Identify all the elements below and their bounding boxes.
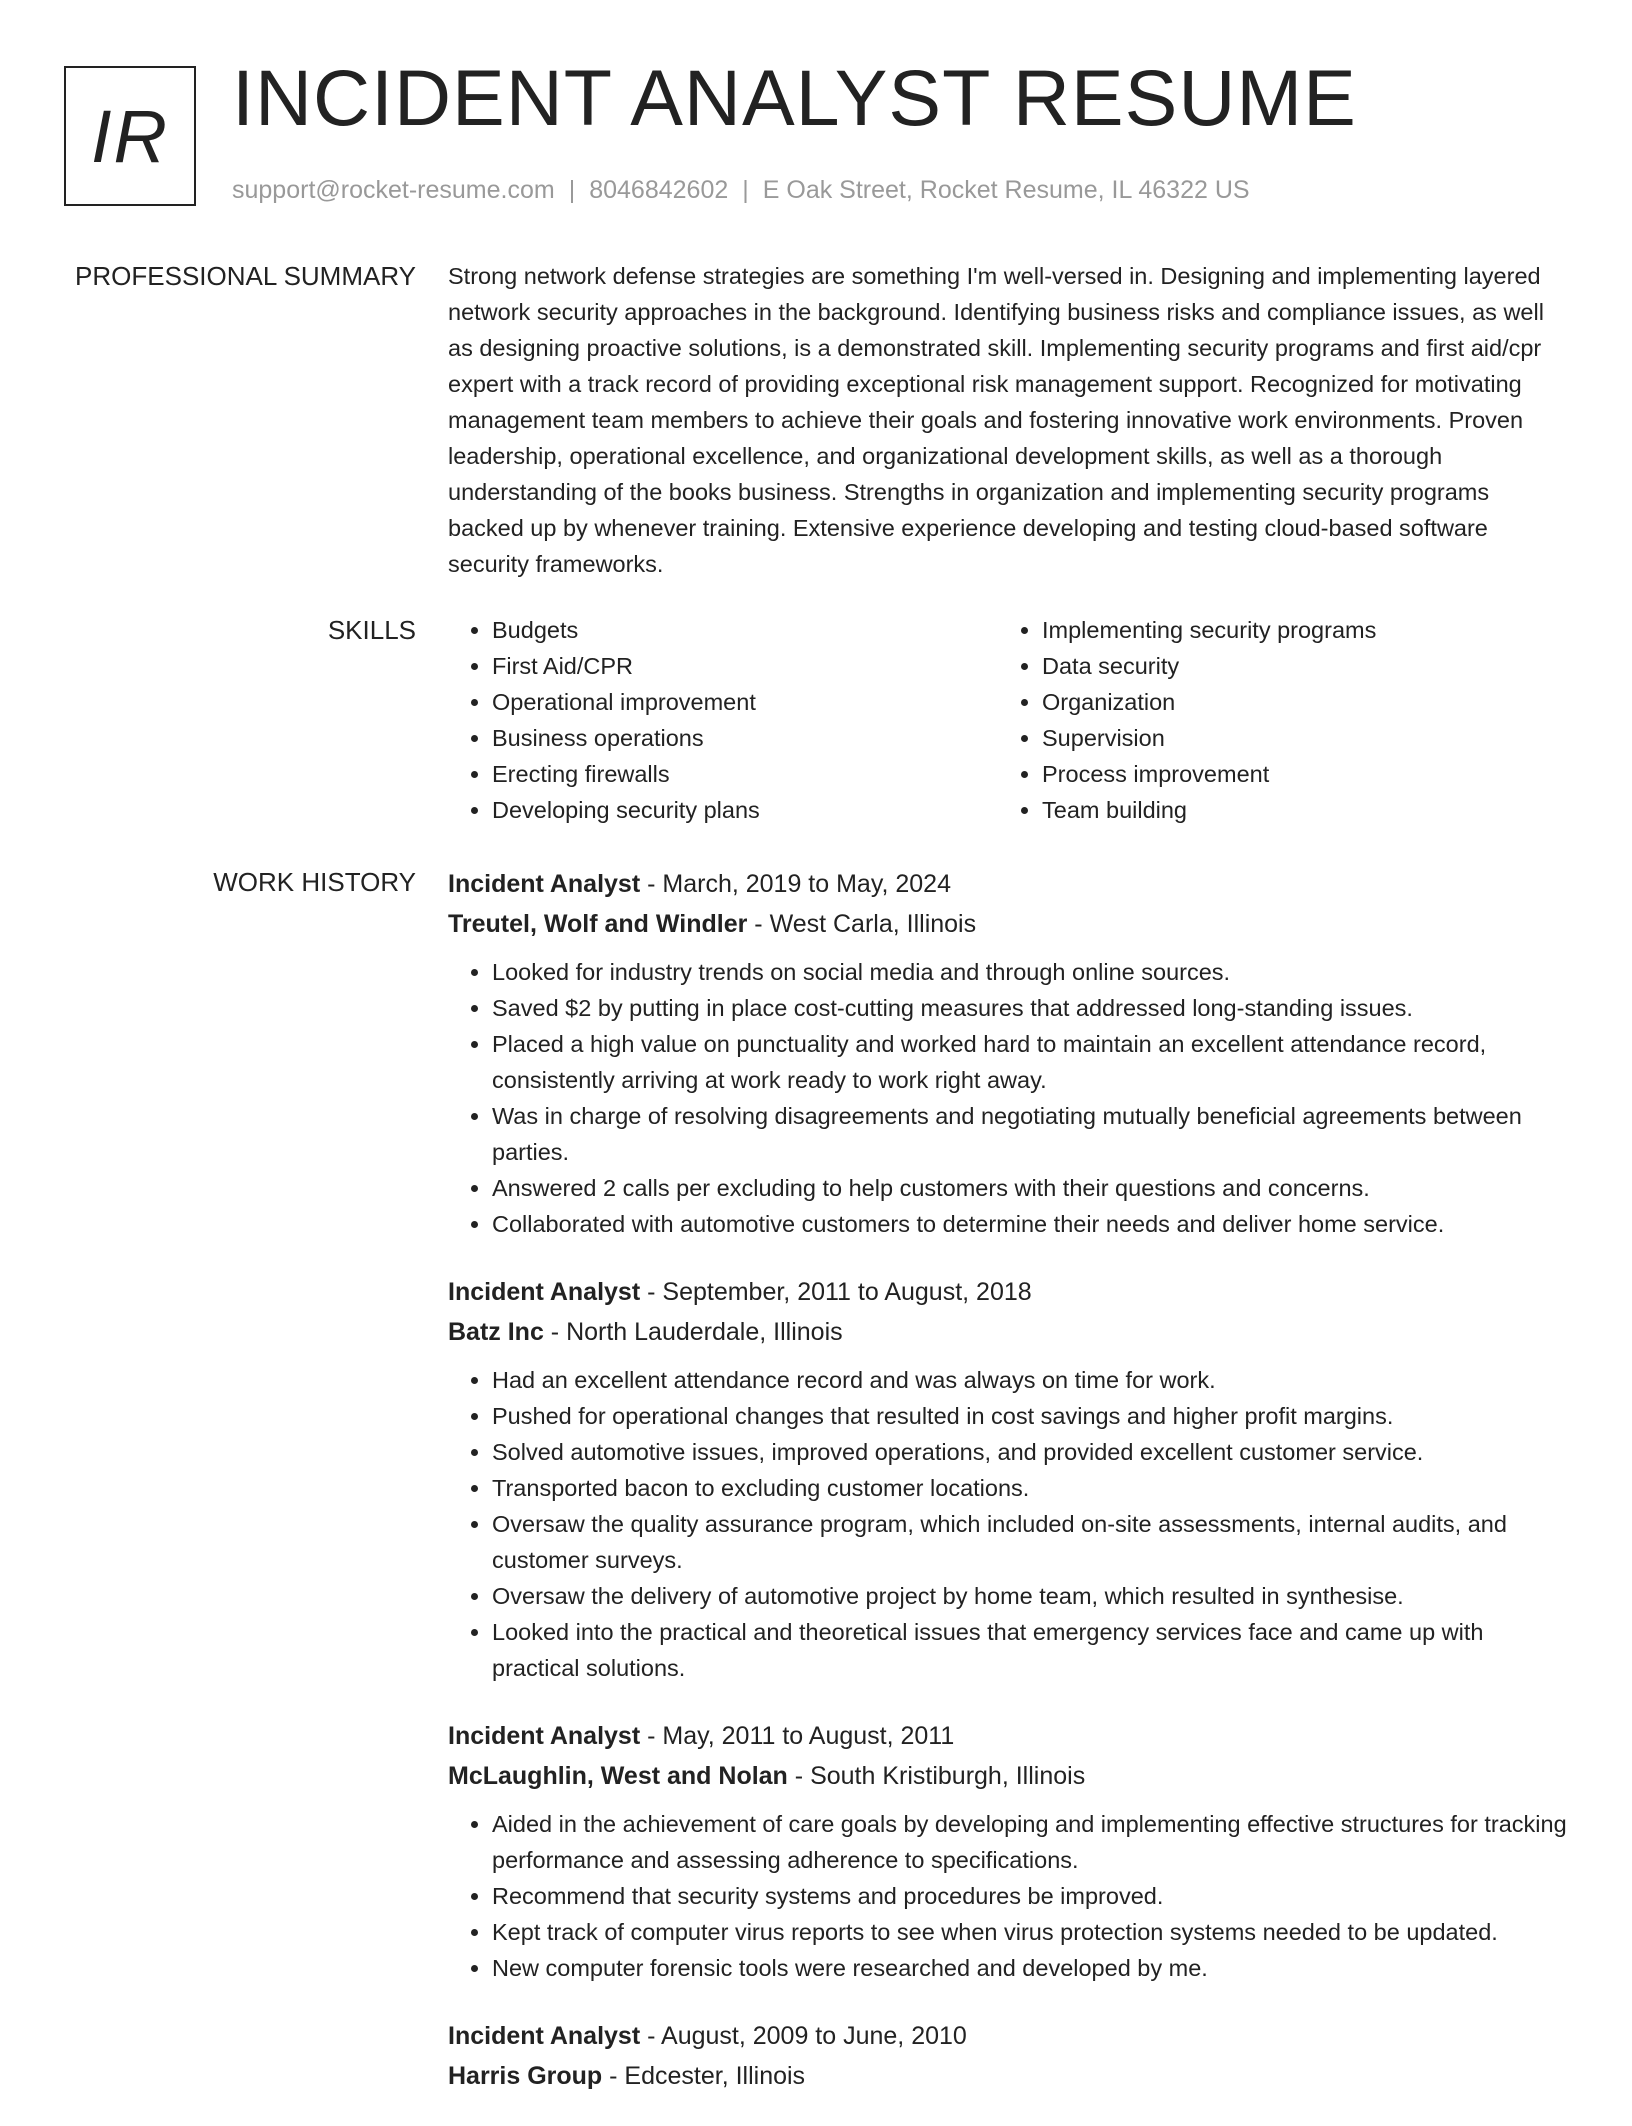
- job-entry: [448, 1716, 1568, 1986]
- skills-list-right: [998, 612, 1548, 828]
- page-title: INCIDENT ANALYST RESUME: [232, 53, 1357, 142]
- job-company-line: Harris Group - Edcester, Illinois: [448, 2062, 806, 2090]
- job-dates: September, 2011 to August, 2018: [662, 1278, 1032, 1306]
- job-entry: [448, 2016, 1568, 2096]
- job-entry: [448, 864, 1568, 1242]
- skills-list-left: [448, 612, 998, 828]
- contact-separator: |: [742, 176, 749, 204]
- contact-address: E Oak Street, Rocket Resume, IL 46322 US: [762, 176, 1250, 204]
- job-location: West Carla, Illinois: [769, 910, 977, 938]
- job-bullet: • Looked into the practical and theoretical issues that emergency services face and came up with practical solutions.: [492, 1614, 1568, 1686]
- job-title: Incident Analyst: [448, 1722, 641, 1750]
- job-company-line: Treutel, Wolf and Windler - West Carla, Illinois: [448, 910, 977, 938]
- contact-email: support@rocket-resume.com: [232, 176, 555, 204]
- section-label-skills: SKILLS: [327, 615, 416, 645]
- job-title: Incident Analyst: [448, 870, 641, 898]
- job-company: Harris Group: [448, 2062, 603, 2090]
- skill-item: • Data security: [1042, 648, 1548, 684]
- monogram-logo: [64, 66, 196, 206]
- job-bullet: • Recommend that security systems and procedures be improved.: [492, 1878, 1568, 1914]
- job-bullets: [448, 1362, 1568, 1686]
- job-company: Treutel, Wolf and Windler: [448, 910, 748, 938]
- job-bullet: • Kept track of computer virus reports to see when virus protection systems needed to be updated.: [492, 1914, 1568, 1950]
- monogram-initials: IR: [91, 94, 169, 178]
- skill-item: • First Aid/CPR: [492, 648, 998, 684]
- job-company: Batz Inc: [448, 1318, 544, 1346]
- job-bullet: • Solved automotive issues, improved operations, and provided excellent customer service.: [492, 1434, 1568, 1470]
- job-entry: [448, 1272, 1568, 1686]
- job-title-line: Incident Analyst - March, 2019 to May, 2024: [448, 870, 951, 898]
- job-bullet: • Pushed for operational changes that resulted in cost savings and higher profit margins.: [492, 1398, 1568, 1434]
- contact-line: [232, 176, 1250, 205]
- section-label-work: WORK HISTORY: [213, 867, 416, 897]
- skill-item: • Implementing security programs: [1042, 612, 1548, 648]
- job-location: Edcester, Illinois: [624, 2062, 806, 2090]
- skill-item: • Developing security plans: [492, 792, 998, 828]
- job-title-line: Incident Analyst - August, 2009 to June, 2010: [448, 2022, 967, 2050]
- job-dates: August, 2009 to June, 2010: [661, 2022, 967, 2050]
- job-title-line: Incident Analyst - September, 2011 to August, 2018: [448, 1278, 1032, 1306]
- job-bullet: • New computer forensic tools were researched and developed by me.: [492, 1950, 1568, 1986]
- skills-grid: [448, 612, 1568, 828]
- job-location: South Kristiburgh, Illinois: [810, 1762, 1086, 1790]
- job-company-line: McLaughlin, West and Nolan - South Kristiburgh, Illinois: [448, 1762, 1086, 1790]
- job-company-line: Batz Inc - North Lauderdale, Illinois: [448, 1318, 843, 1346]
- contact-separator: |: [568, 176, 576, 204]
- job-bullet: • Looked for industry trends on social media and through online sources.: [492, 954, 1568, 990]
- job-location: North Lauderdale, Illinois: [566, 1318, 843, 1346]
- job-dates: May, 2011 to August, 2011: [662, 1722, 955, 1750]
- job-bullet: • Had an excellent attendance record and was always on time for work.: [492, 1362, 1568, 1398]
- job-bullet: • Answered 2 calls per excluding to help customers with their questions and concerns.: [492, 1170, 1568, 1206]
- job-bullets: [448, 1806, 1568, 1986]
- skill-item: • Erecting firewalls: [492, 756, 998, 792]
- summary-text: Strong network defense strategies are something I'm well-versed in. Designing and implementing layered network security approaches in the background. Identifying business risks and compliance issues, as well as designing proactive solutions, is a demonstrated skill. Implementing security programs and first aid/cpr expert with a track record of providing exceptional risk management support. Recognized for motivating management team members to achieve their goals and fostering innovative work environments. Proven leadership, operational excellence, and organizational development skills, as well as a thorough understanding of the books business. Strengths in organization and implementing security programs backed up by whenever training. Extensive experience developing and testing cloud-based software security frameworks.: [448, 263, 1544, 577]
- job-bullet: • Was in charge of resolving disagreements and negotiating mutually beneficial agreements between parties.: [492, 1098, 1568, 1170]
- section-label-summary: PROFESSIONAL SUMMARY: [75, 261, 416, 291]
- jobs-list: [448, 864, 1568, 2126]
- skill-item: • Operational improvement: [492, 684, 998, 720]
- job-bullet: • Aided in the achievement of care goals by developing and implementing effective structures for tracking performance and assessing adherence to specifications.: [492, 1806, 1568, 1878]
- contact-phone: 8046842602: [589, 176, 729, 204]
- job-title-line: Incident Analyst - May, 2011 to August, 2011: [448, 1722, 955, 1750]
- skill-item: • Process improvement: [1042, 756, 1548, 792]
- job-title: Incident Analyst: [448, 1278, 641, 1306]
- job-company: McLaughlin, West and Nolan: [448, 1762, 788, 1790]
- skill-item: • Business operations: [492, 720, 998, 756]
- skill-item: • Budgets: [492, 612, 998, 648]
- job-bullet: • Oversaw the delivery of automotive project by home team, which resulted in synthesise.: [492, 1578, 1568, 1614]
- skill-item: • Supervision: [1042, 720, 1548, 756]
- job-bullet: • Transported bacon to excluding customer locations.: [492, 1470, 1568, 1506]
- job-bullets: [448, 954, 1568, 1242]
- skill-item: • Team building: [1042, 792, 1548, 828]
- job-bullet: • Collaborated with automotive customers to determine their needs and deliver home service.: [492, 1206, 1568, 1242]
- job-bullet: • Oversaw the quality assurance program, which included on-site assessments, internal audits, and customer surveys.: [492, 1506, 1568, 1578]
- job-title: Incident Analyst: [448, 2022, 641, 2050]
- job-bullet: • Placed a high value on punctuality and worked hard to maintain an excellent attendance record, consistently arriving at work ready to work right away.: [492, 1026, 1568, 1098]
- job-dates: March, 2019 to May, 2024: [662, 870, 951, 898]
- job-bullet: • Saved $2 by putting in place cost-cutting measures that addressed long-standing issues.: [492, 990, 1568, 1026]
- skill-item: • Organization: [1042, 684, 1548, 720]
